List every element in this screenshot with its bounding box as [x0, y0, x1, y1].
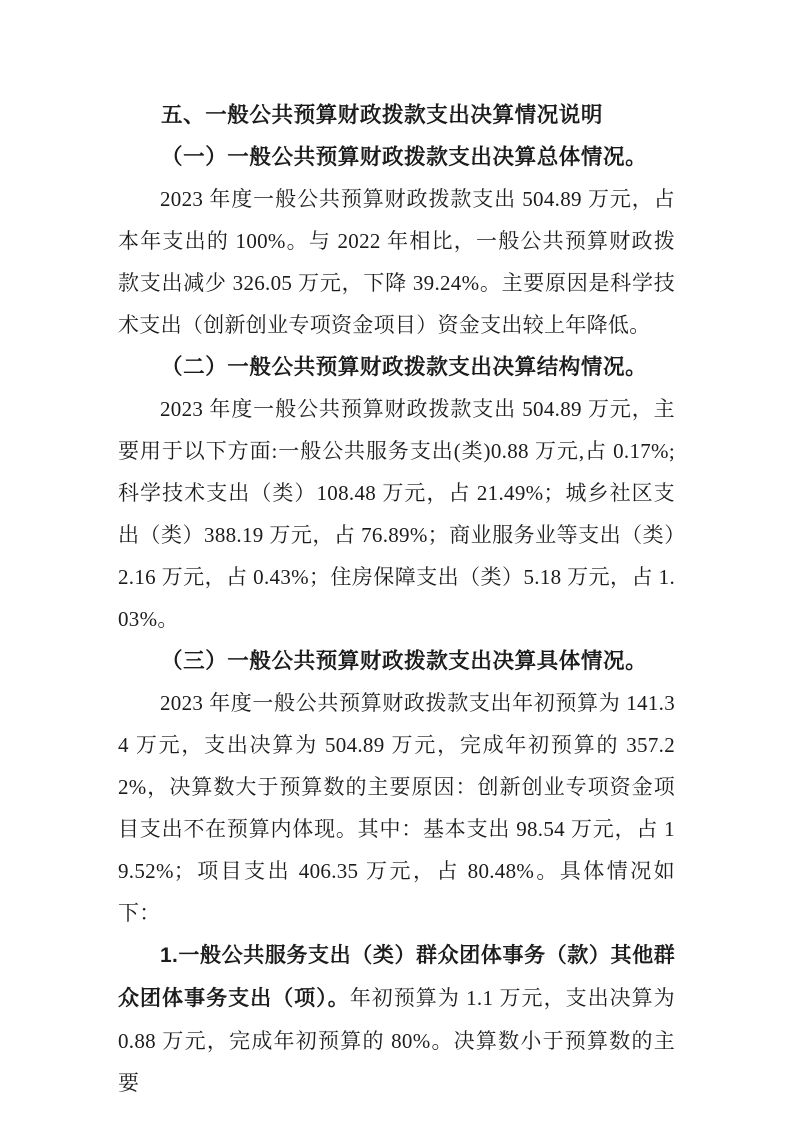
text-run: 2023 年度一般公共预算财政拨款支出 504.89 万元，占本年支出的 100%。与 2022 年相比，一般公共预算财政拨款支出减少 326.05 万元，下降 39.24%。主要原因是科学技术支出（创新创业专项资金项目）资金支出较上年降低。	[118, 187, 675, 337]
text-run: （三）一般公共预算财政拨款支出决算具体情况。	[161, 649, 648, 673]
text-run: 五、一般公共预算财政拨款支出决算情况说明	[161, 103, 604, 127]
text-run: 2023 年度一般公共预算财政拨款支出 504.89 万元，主要用于以下方面:一般公共服务支出(类)0.88 万元,占 0.17%;科学技术支出（类）108.48 万元，占 21.49%；城乡社区支出（类）388.19 万元，占 76.89%；商业服务业等支出（类）2.16 万元，占 0.43%；住房保障支出（类）5.18 万元，占 1.03%。	[118, 397, 675, 631]
subsection-heading-1	[118, 136, 675, 178]
overall-situation-paragraph	[118, 178, 675, 346]
structure-situation-paragraph	[118, 388, 675, 640]
subsection-heading-3	[118, 640, 675, 682]
text-run: 年初预算为 1.1 万元，支出决算为 0.88 万元，完成年初预算的 80%。决算数小于预算数的主要	[118, 986, 675, 1095]
item-1-paragraph	[118, 934, 675, 1104]
text-run: （一）一般公共预算财政拨款支出决算总体情况。	[161, 145, 648, 169]
subsection-heading-2	[118, 346, 675, 388]
section-heading-5	[118, 94, 675, 136]
text-run: 2023 年度一般公共预算财政拨款支出年初预算为 141.34 万元，支出决算为 504.89 万元，完成年初预算的 357.22%，决算数大于预算数的主要原因：创新创业专项资金项目支出不在预算内体现。其中：基本支出 98.54 万元，占 19.52%；项目支出 406.35 万元，占 80.48%。具体情况如下：	[118, 691, 675, 925]
specific-situation-paragraph	[118, 682, 675, 934]
text-run: （二）一般公共预算财政拨款支出决算结构情况。	[161, 355, 648, 379]
text-run: 1.一般公共服务支出（类）群众团体事务（款）其他群众团体事务支出（项）。	[118, 944, 675, 1010]
page-content	[118, 94, 675, 1104]
